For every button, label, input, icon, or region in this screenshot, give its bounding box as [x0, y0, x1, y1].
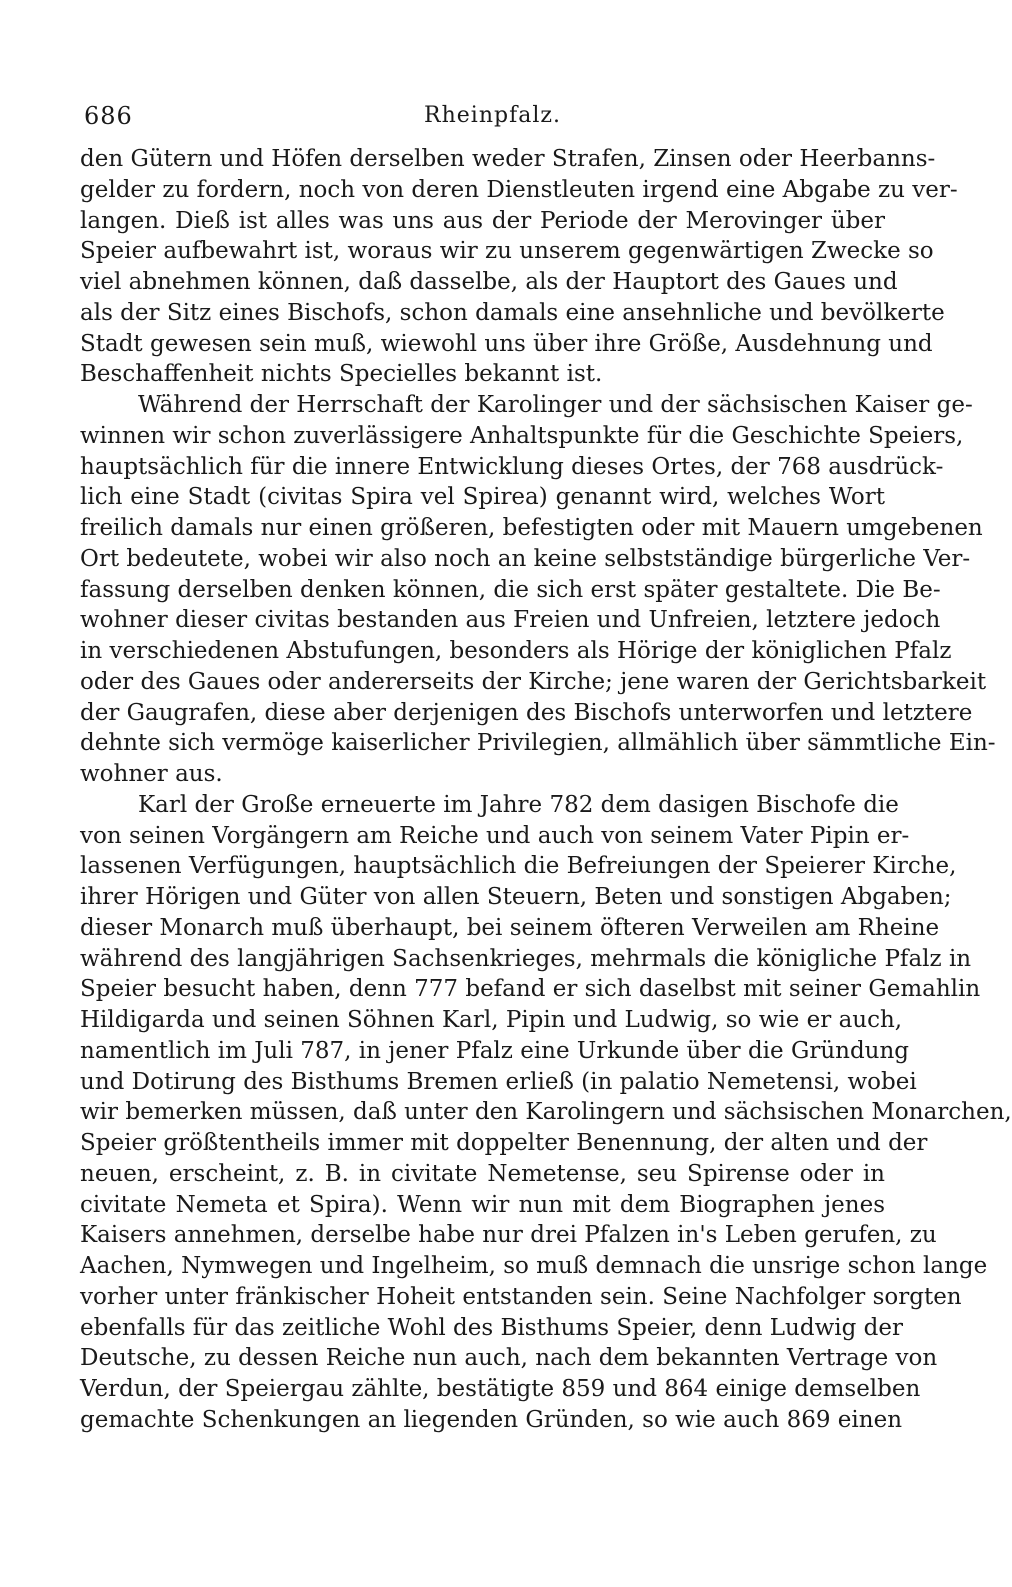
- text-line: wir bemerken müssen, daß unter den Karolingern und sächsischen Monarchen,: [80, 1099, 1012, 1126]
- text-line: lassenen Verfügungen, hauptsächlich die Befreiungen der Speierer Kirche,: [80, 853, 957, 880]
- text-line: Aachen, Nymwegen und Ingelheim, so muß demnach die unsrige schon lange: [80, 1253, 988, 1279]
- text-line: civitate Nemeta et Spira). Wenn wir nun mit dem Biographen jenes: [80, 1191, 885, 1218]
- text-line: wohner dieser civitas bestanden aus Freien und Unfreien, letztere jedoch: [80, 607, 941, 634]
- text-line: Deutsche, zu dessen Reiche nun auch, nach dem bekannten Vertrage von: [80, 1345, 938, 1372]
- book-page: [80, 96, 1012, 1496]
- text-line: der Gaugrafen, diese aber derjenigen des Bischofs unterworfen und letztere: [80, 699, 973, 726]
- body-text: [80, 144, 1012, 1436]
- text-line: viel abnehmen können, daß dasselbe, als der Hauptort des Gaues und: [80, 269, 898, 295]
- text-line: lich eine Stadt (civitas Spira vel Spirea) genannt wird, welches Wort: [80, 484, 885, 511]
- text-line: den Gütern und Höfen derselben weder Strafen, Zinsen oder Heerbanns-: [80, 146, 936, 172]
- text-line: Hildigarda und seinen Söhnen Karl, Pipin und Ludwig, so wie er auch,: [80, 1007, 903, 1033]
- text-line: während des langjährigen Sachsenkrieges, mehrmals die königliche Pfalz in: [80, 945, 972, 972]
- page-header: [80, 96, 885, 136]
- text-line: hauptsächlich für die innere Entwicklung dieses Ortes, der 768 ausdrück-: [80, 453, 944, 480]
- text-line: namentlich im Juli 787, in jener Pfalz eine Urkunde über die Gründung: [80, 1037, 910, 1064]
- text-line: Beschaffenheit nichts Specielles bekannt ist.: [80, 361, 603, 388]
- text-line: dehnte sich vermöge kaiserlicher Privilegien, allmählich über sämmtliche Ein-: [80, 730, 996, 757]
- text-line: gelder zu fordern, noch von deren Dienstleuten irgend eine Abgabe zu ver-: [80, 176, 958, 203]
- text-line: Kaisers annehmen, derselbe habe nur drei Pfalzen in's Leben gerufen, zu: [80, 1222, 937, 1249]
- text-line: langen. Dieß ist alles was uns aus der Periode der Merovinger über: [80, 207, 885, 234]
- text-line: vorher unter fränkischer Hoheit entstanden sein. Seine Nachfolger sorgten: [80, 1283, 962, 1310]
- text-line: fassung derselben denken können, die sich erst später gestaltete. Die Be-: [80, 576, 941, 603]
- text-line: Speier größtentheils immer mit doppelter Benennung, der alten und der: [80, 1130, 928, 1156]
- text-line: Speier besucht haben, denn 777 befand er sich daselbst mit seiner Gemahlin: [80, 976, 981, 1003]
- text-line: Während der Herrschaft der Karolinger und der sächsischen Kaiser ge-: [138, 392, 973, 418]
- running-head: Rheinpfalz.: [424, 103, 561, 128]
- text-line: Verdun, der Speiergau zählte, bestätigte 859 und 864 einige demselben: [80, 1376, 921, 1402]
- text-line: winnen wir schon zuverlässigere Anhaltspunkte für die Geschichte Speiers,: [80, 422, 964, 449]
- text-line: gemachte Schenkungen an liegenden Gründen, so wie auch 869 einen: [80, 1406, 903, 1433]
- text-line: und Dotirung des Bisthums Bremen erließ (in palatio Nemetensi, wobei: [80, 1068, 917, 1095]
- text-line: oder des Gaues oder andererseits der Kirche; jene waren der Gerichtsbarkeit: [80, 668, 987, 695]
- text-line: ebenfalls für das zeitliche Wohl des Bisthums Speier, denn Ludwig der: [80, 1314, 903, 1341]
- text-line: Karl der Große erneuerte im Jahre 782 dem dasigen Bischofe die: [138, 791, 899, 818]
- text-line: freilich damals nur einen größeren, befestigten oder mit Mauern umgebenen: [80, 515, 983, 541]
- text-line: ihrer Hörigen und Güter von allen Steuern, Beten und sonstigen Abgaben;: [80, 884, 952, 910]
- page-number: 686: [84, 102, 133, 130]
- text-line: als der Sitz eines Bischofs, schon damals eine ansehnliche und bevölkerte: [80, 299, 945, 326]
- text-line: Stadt gewesen sein muß, wiewohl uns über ihre Größe, Ausdehnung und: [80, 330, 933, 357]
- text-line: in verschiedenen Abstufungen, besonders als Hörige der königlichen Pfalz: [80, 638, 952, 664]
- text-line: neuen, erscheint, z. B. in civitate Nemetense, seu Spirense oder in: [80, 1160, 885, 1187]
- text-line: Ort bedeutete, wobei wir also noch an keine selbstständige bürgerliche Ver-: [80, 545, 971, 572]
- text-line: von seinen Vorgängern am Reiche und auch von seinem Vater Pipin er-: [80, 822, 910, 849]
- text-line: Speier aufbewahrt ist, woraus wir zu unserem gegenwärtigen Zwecke so: [80, 238, 934, 265]
- text-line: dieser Monarch muß überhaupt, bei seinem öfteren Verweilen am Rheine: [80, 914, 940, 941]
- text-line: wohner aus.: [80, 761, 223, 787]
